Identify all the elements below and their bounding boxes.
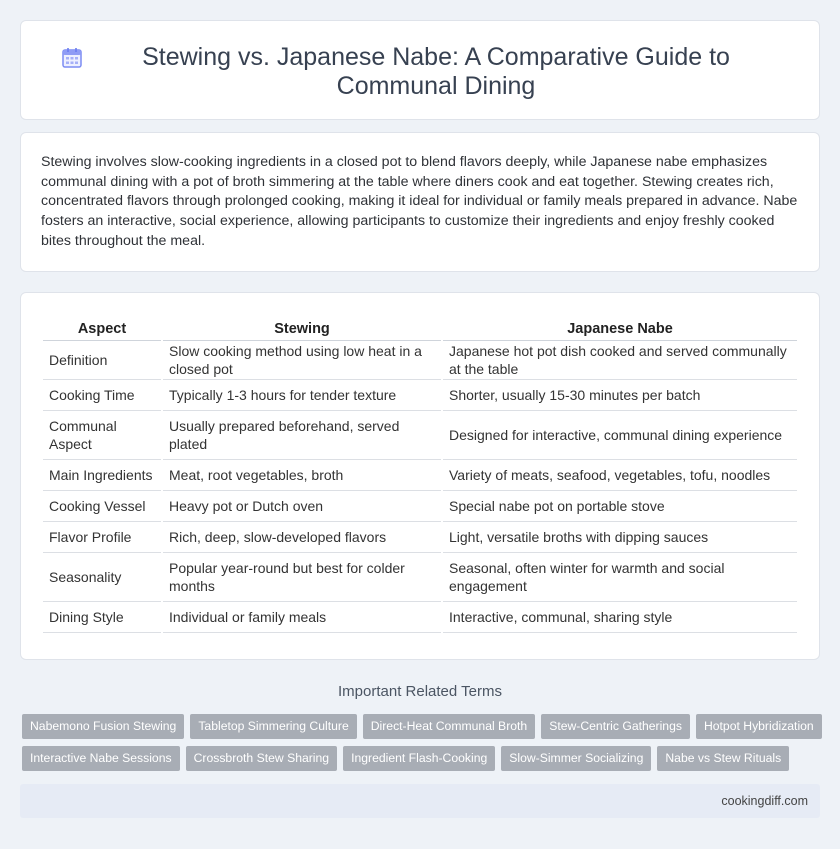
cell-stewing: Meat, root vegetables, broth bbox=[163, 460, 441, 491]
table-row bbox=[43, 602, 797, 633]
related-term-tag[interactable]: Ingredient Flash-Cooking bbox=[343, 746, 495, 771]
header-stewing: Stewing bbox=[163, 313, 441, 341]
related-term-tag[interactable]: Crossbroth Stew Sharing bbox=[186, 746, 337, 771]
cell-nabe: Interactive, communal, sharing style bbox=[443, 602, 797, 633]
cell-stewing: Heavy pot or Dutch oven bbox=[163, 491, 441, 522]
comparison-table bbox=[41, 313, 799, 633]
footer-site-link[interactable]: cookingdiff.com bbox=[721, 794, 808, 808]
table-row bbox=[43, 522, 797, 553]
cell-stewing: Slow cooking method using low heat in a closed pot bbox=[163, 341, 441, 380]
related-term-tag[interactable]: Hotpot Hybridization bbox=[696, 714, 822, 739]
related-term-tag[interactable]: Nabemono Fusion Stewing bbox=[22, 714, 184, 739]
title-wrap bbox=[61, 43, 781, 101]
cell-aspect: Cooking Vessel bbox=[43, 491, 161, 522]
cell-aspect: Flavor Profile bbox=[43, 522, 161, 553]
cell-stewing: Typically 1-3 hours for tender texture bbox=[163, 380, 441, 411]
related-term-tag[interactable]: Tabletop Simmering Culture bbox=[190, 714, 356, 739]
tag-row bbox=[22, 746, 822, 771]
header-aspect: Aspect bbox=[43, 313, 161, 341]
cell-aspect: Definition bbox=[43, 341, 161, 380]
cell-aspect: Communal Aspect bbox=[43, 411, 161, 460]
cell-stewing: Usually prepared beforehand, served plated bbox=[163, 411, 441, 460]
tag-row bbox=[22, 714, 822, 739]
cell-stewing: Rich, deep, slow-developed flavors bbox=[163, 522, 441, 553]
table-row bbox=[43, 380, 797, 411]
table-row bbox=[43, 411, 797, 460]
cell-nabe: Variety of meats, seafood, vegetables, tofu, noodles bbox=[443, 460, 797, 491]
cell-aspect: Main Ingredients bbox=[43, 460, 161, 491]
related-term-tag[interactable]: Slow-Simmer Socializing bbox=[501, 746, 651, 771]
intro-card bbox=[20, 132, 820, 272]
related-term-tag[interactable]: Nabe vs Stew Rituals bbox=[657, 746, 789, 771]
related-term-tag[interactable]: Direct-Heat Communal Broth bbox=[363, 714, 535, 739]
header-nabe: Japanese Nabe bbox=[443, 313, 797, 341]
cell-nabe: Japanese hot pot dish cooked and served communally at the table bbox=[443, 341, 797, 380]
related-term-tag[interactable]: Interactive Nabe Sessions bbox=[22, 746, 180, 771]
cell-stewing: Popular year-round but best for colder months bbox=[163, 553, 441, 602]
footer bbox=[20, 784, 820, 818]
cell-aspect: Cooking Time bbox=[43, 380, 161, 411]
cell-nabe: Shorter, usually 15-30 minutes per batch bbox=[443, 380, 797, 411]
header-card bbox=[20, 20, 820, 120]
related-terms-tags bbox=[22, 714, 822, 778]
cell-aspect: Seasonality bbox=[43, 553, 161, 602]
intro-text: Stewing involves slow-cooking ingredients in a closed pot to blend flavors deeply, while Japanese nabe emphasizes communal dining with a pot of broth simmering at the table where diners cook and eat together. Stewing creates rich, concentrated flavors through prolonged cooking, making it ideal for individual or family meals prepared in advance. Nabe fosters an interactive, social experience, allowing participants to customize their ingredients and enjoy freshly cooked bites throughout the meal. bbox=[41, 154, 798, 249]
table-row bbox=[43, 553, 797, 602]
table-row bbox=[43, 341, 797, 380]
related-term-tag[interactable]: Stew-Centric Gatherings bbox=[541, 714, 690, 739]
page-title: Stewing vs. Japanese Nabe: A Comparative Guide to Communal Dining bbox=[142, 43, 730, 100]
cell-stewing: Individual or family meals bbox=[163, 602, 441, 633]
related-terms-heading: Important Related Terms bbox=[338, 683, 502, 700]
cell-nabe: Light, versatile broths with dipping sauces bbox=[443, 522, 797, 553]
table-row bbox=[43, 491, 797, 522]
table-header-row bbox=[43, 313, 797, 341]
cell-nabe: Designed for interactive, communal dining experience bbox=[443, 411, 797, 460]
cell-nabe: Seasonal, often winter for warmth and social engagement bbox=[443, 553, 797, 602]
cell-nabe: Special nabe pot on portable stove bbox=[443, 491, 797, 522]
comparison-table-card bbox=[20, 292, 820, 660]
table-row bbox=[43, 460, 797, 491]
calendar-icon bbox=[61, 47, 83, 69]
cell-aspect: Dining Style bbox=[43, 602, 161, 633]
